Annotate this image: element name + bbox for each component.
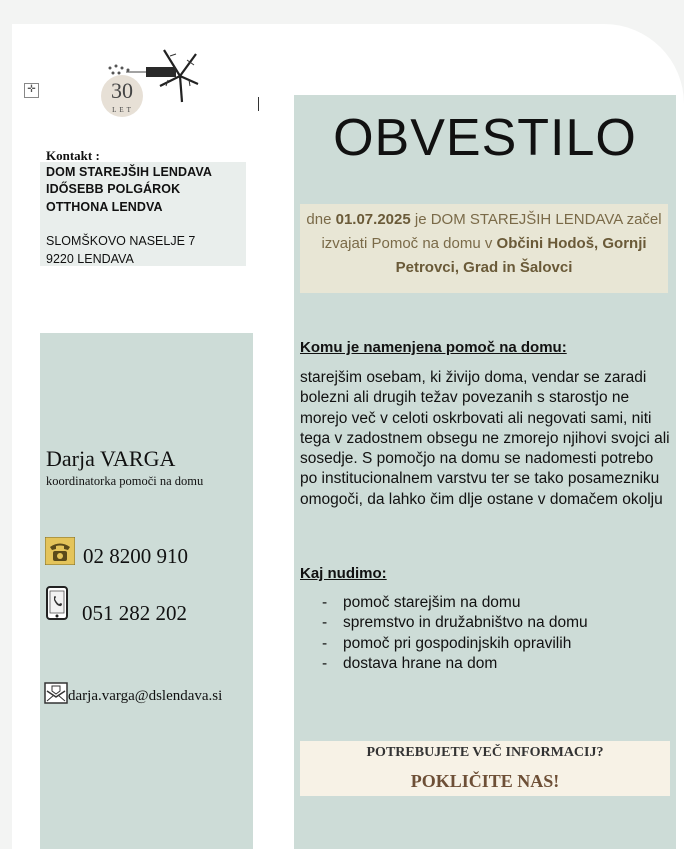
address-street: SLOMŠKOVO NASELJE 7 bbox=[46, 234, 196, 248]
address-city: 9220 LENDAVA bbox=[46, 252, 134, 266]
left-contact-panel bbox=[40, 333, 253, 849]
contact-label: Kontakt : bbox=[46, 148, 100, 163]
phone-mobile[interactable]: 051 282 202 bbox=[82, 601, 187, 625]
logo bbox=[86, 40, 204, 135]
logo-sub: LET bbox=[112, 106, 134, 114]
section-body-target: starejšim osebam, ki živijo doma, vendar se zaradi bolezni ali drugih težav povezanih s starostjo ne morejo več v celoti oskrbovati ali negovati sami, niti tega v zadostnem obsegu ne zmorejo njihovi svojci ali sosedje. S pomočjo na domu se nadomesti potrebo po institucionalnem varstvu ter se tako posamezniku omogoči, da lahko čim dlje ostane v domačem okolju bbox=[300, 369, 670, 508]
list-item: - pomoč starejšim na domu bbox=[322, 593, 588, 613]
notice-text-1: dne bbox=[306, 211, 336, 228]
section-heading-offer: Kaj nudimo: bbox=[300, 565, 387, 582]
logo-number: 30 bbox=[111, 78, 133, 103]
list-item: - dostava hrane na dom bbox=[322, 654, 588, 674]
section-heading-target: Komu je namenjena pomoč na domu: bbox=[300, 339, 567, 356]
list-item: - spremstvo in družabništvo na domu bbox=[322, 613, 588, 633]
move-handle-icon[interactable]: ✛ bbox=[24, 83, 39, 98]
org-name-line-3: OTTHONA LENDVA bbox=[46, 200, 163, 214]
windmill-icon bbox=[86, 40, 204, 135]
left-margin bbox=[12, 70, 40, 849]
list-item: - pomoč pri gospodinjskih opravilih bbox=[322, 634, 588, 654]
org-name-line-1: DOM STAREJŠIH LENDAVA bbox=[46, 165, 212, 179]
notice-box bbox=[300, 204, 668, 293]
email-link[interactable]: darja.varga@dslendava.si bbox=[68, 688, 223, 704]
notice-date: 01.07.2025 bbox=[335, 211, 411, 228]
person-role: koordinatorka pomoči na domu bbox=[46, 474, 204, 488]
cta-question: POTREBUJETE VEČ INFORMACIJ? bbox=[366, 745, 604, 760]
cta-box bbox=[300, 741, 670, 796]
email-icon bbox=[44, 682, 68, 709]
text-cursor bbox=[258, 97, 259, 111]
telephone-icon bbox=[45, 537, 75, 570]
notice-municipalities: Občini Hodoš, Gornji Petrovci, Grad in Šalovci bbox=[395, 235, 647, 276]
services-list bbox=[322, 593, 588, 674]
person-name: Darja VARGA bbox=[46, 446, 176, 471]
org-name-line-2: IDŐSEBB POLGÁROK bbox=[46, 182, 181, 196]
mobile-phone-icon bbox=[46, 586, 68, 625]
cta-call: POKLIČITE NAS! bbox=[410, 771, 560, 791]
phone-landline[interactable]: 02 8200 910 bbox=[83, 544, 188, 568]
page-title: OBVESTILO bbox=[333, 109, 637, 167]
notice-text-2: je DOM STAREJŠIH LENDAVA začel izvajati Pomoč na domu v bbox=[321, 211, 662, 252]
